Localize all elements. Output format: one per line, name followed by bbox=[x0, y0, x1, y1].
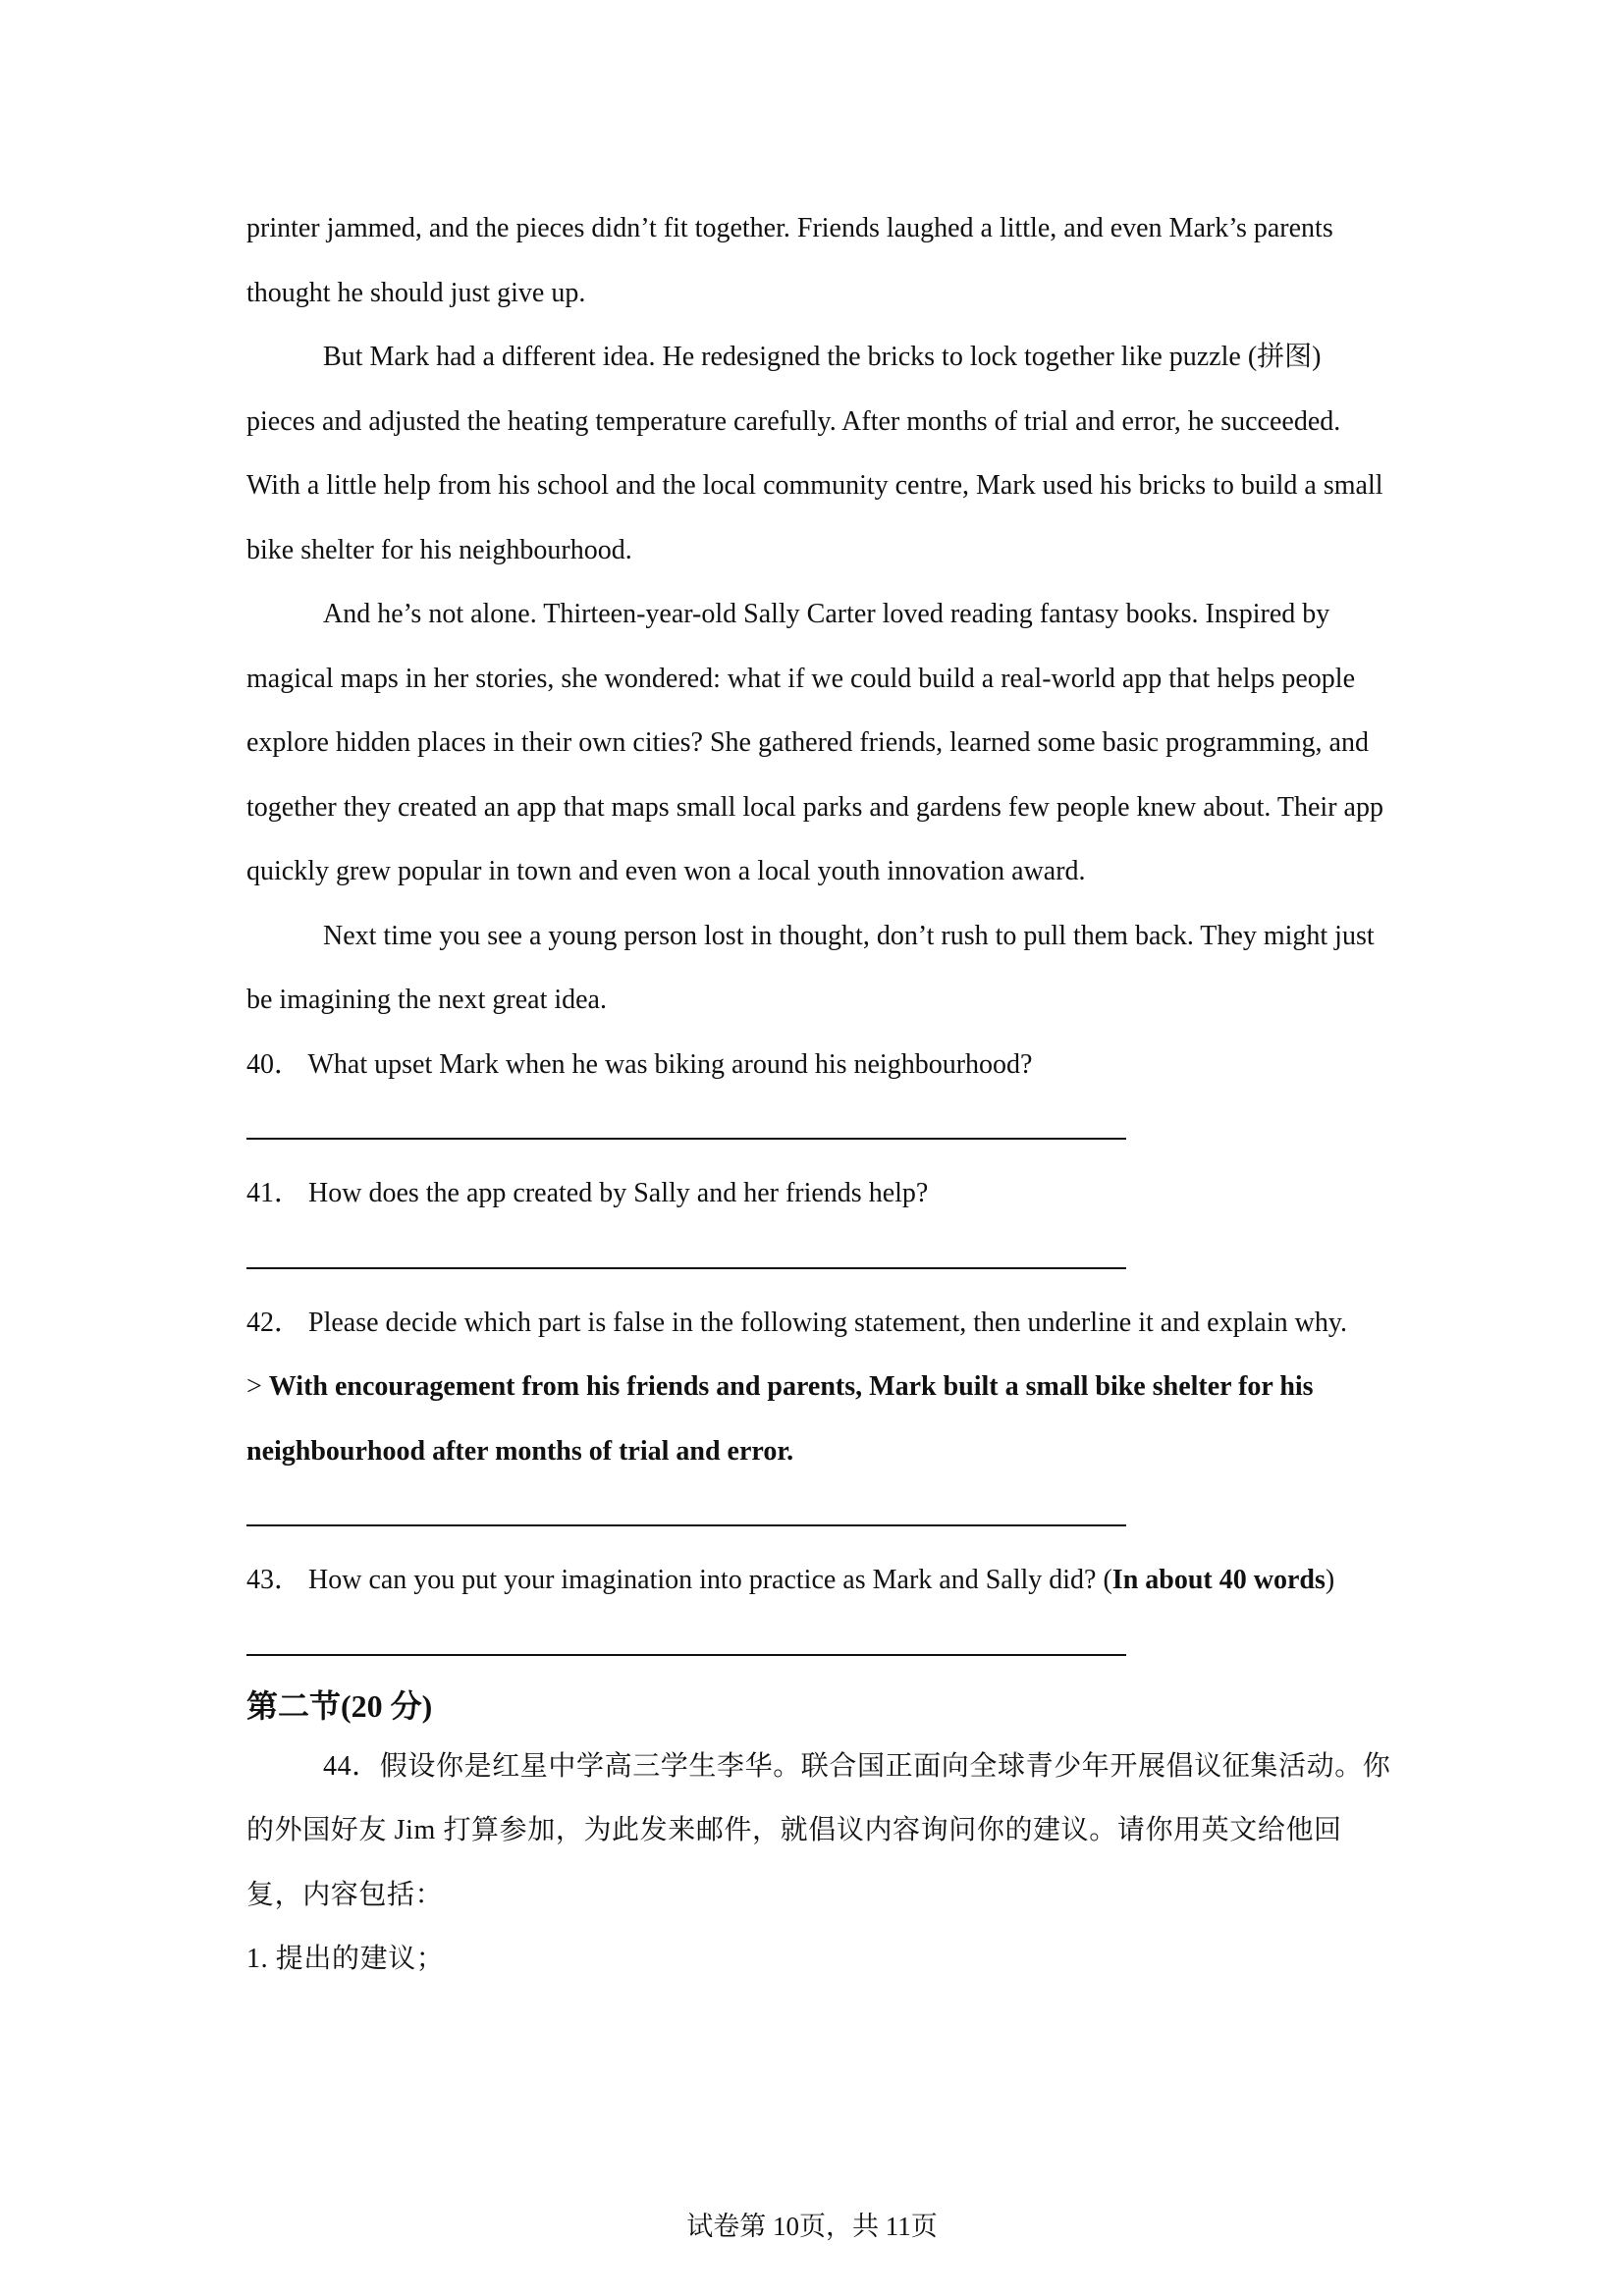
question-42: 42． Please decide which part is false in the following statement, then underline it and explain why. bbox=[246, 1307, 1347, 1338]
question-40: 40． What upset Mark when he was biking around his neighbourhood? bbox=[246, 1048, 1033, 1080]
answer-line-42[interactable] bbox=[246, 1524, 1126, 1526]
false-statement-text: With encouragement from his friends and parents, Mark built a small bike shelter for his neighbourhood after months of trial and error. bbox=[246, 1371, 1314, 1467]
section-title: 第二节(20 分) bbox=[246, 1687, 433, 1724]
statement-prefix: > bbox=[246, 1371, 269, 1402]
answer-line-41[interactable] bbox=[246, 1267, 1126, 1269]
question-43-close: ) bbox=[1325, 1565, 1335, 1595]
passage-paragraph-2: But Mark had a different idea. He redesigned the bricks to lock together like puzzle (拼图) pieces and adjusted the heating temperature carefully. After months of trial and error, he succeeded. With a little help from his school and the local community centre, Mark used his bricks to build a small bike shelter for his neighbourhood. bbox=[246, 342, 1383, 565]
passage-paragraph-4: Next time you see a young person lost in thought, don’t rush to pull them back. They might just be imagining the next great idea. bbox=[246, 920, 1375, 1015]
question-41: 41． How does the app created by Sally and her friends help? bbox=[246, 1178, 929, 1208]
exam-page-content bbox=[246, 196, 1395, 1992]
question-43 bbox=[246, 1548, 1395, 1613]
writing-task-item-1: 1. 提出的建议； bbox=[246, 1944, 445, 1974]
question-43-text: 43． How can you put your imagination into practice as Mark and Sally did? ( bbox=[246, 1565, 1112, 1595]
answer-line-43[interactable] bbox=[246, 1654, 1126, 1656]
question-42-statement bbox=[246, 1355, 1395, 1483]
passage-paragraph-1: printer jammed, and the pieces didn’t fit together. Friends laughed a little, and even Mark’s parents thought he should just give up. bbox=[246, 213, 1333, 308]
answer-line-40[interactable] bbox=[246, 1138, 1126, 1140]
passage-paragraph-3: And he’s not alone. Thirteen-year-old Sally Carter loved reading fantasy books. Inspired by magical maps in her stories, she wondered: what if we could build a real-world app that helps people explore hidden places in their own cities? She gathered friends, learned some basic programming, and together they created an app that maps small local parks and gardens few people knew about. Their app quickly grew popular in town and even won a local youth innovation award. bbox=[246, 599, 1383, 886]
page-footer: 试卷第 10页，共 11页 bbox=[686, 2212, 938, 2241]
word-limit: In about 40 words bbox=[1111, 1565, 1326, 1595]
writing-task-44: 44．假设你是红星中学高三学生李华。联合国正面向全球青少年开展倡议征集活动。你的外国好友 Jim 打算参加，为此发来邮件，就倡议内容询问你的建议。请你用英文给他回复，内容包括： bbox=[246, 1750, 1391, 1910]
